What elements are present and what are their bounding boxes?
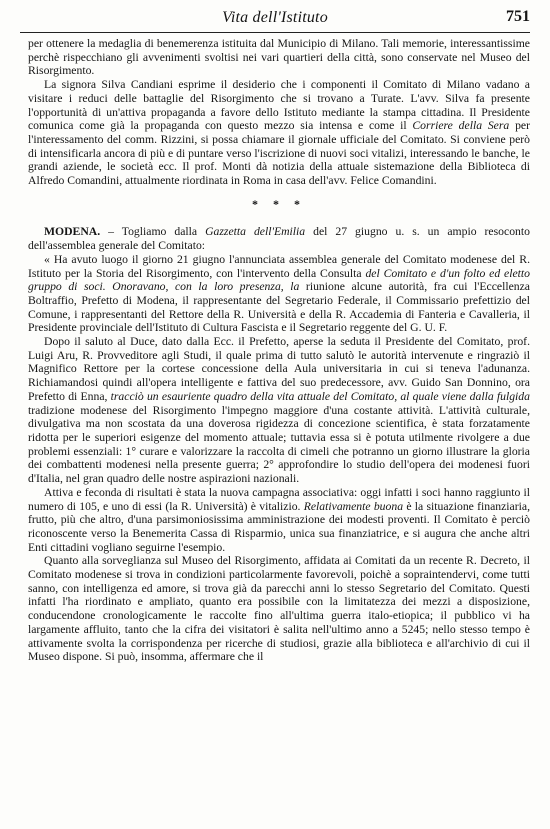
section-separator: * * * [252,196,306,211]
quote-paragraph-4 [28,554,530,664]
modena-intro-a: – Togliamo dalla [100,225,206,239]
quote-1-b: del Comitato e d'un folto ed eletto gruppo di soci. Onoravano, con la loro presenza, la [28,266,530,294]
quote-paragraph-1 [28,253,530,335]
paragraph-1-text: per ottenere la medaglia di benemerenza istituita dal Municipio di Milano. Tali memorie, interessantissime perchè rispecchiano gli avvenimenti svoltisi nei vari quartieri della città, sono conservate nel Museo del Risorgimento. [28,37,530,78]
paragraph-2 [28,78,530,188]
quote-1-a: « Ha avuto luogo il giorno 21 giugno l'annunciata assemblea generale del Comitato modenese del R. Istituto per la Storia del Risorgimento, con l'intervento della Consulta [28,252,530,280]
modena-heading: MODENA. [44,225,101,239]
quote-2-a: Dopo il saluto al Duce, dato dalla Ecc. il Prefetto, aperse la seduta il Presidente del Comitato, prof. Luigi Aru, R. Provveditore agli Studi, il quale prima di tutto salutò le autorità intervenute e ringraziò il Magnifico Rettore per la cortese concessione della Aula universitaria in cui si teneva l'adunanza. Richiamandosi quindi all'opera intelligente e fattiva del suo predecessore, avv. Guido San Donnino, ora Prefetto di Enna, [28,335,530,403]
quote-paragraph-3 [28,486,530,555]
quote-3-c: è la situazione finanziaria, frutto, più che altro, d'una parsimoniosissima amministrazione dei modesti proventi. Il Comitato è perciò riconoscente verso la Benemerita Cassa di Risparmio, unica sua finanziatrice, e si augura che anche altri Enti cittadini vogliano seguirne l'esempio. [28,499,530,554]
modena-intro-c: del 27 giugno u. s. un ampio resoconto dell'assemblea generale del Comitato: [28,225,530,253]
paragraph-2-text-c: per l'interessamento del comm. Rizzini, si possa chiamare il giornale ufficiale del Comitato. Si conviene però di intensificarla ancora di più e di puntare verso l'iscrizione di nuovi soci vitalizi, interessando le banche, le grandi aziende, le società ecc. Il prof. Monti dà notizia della attuale sistemazione della Biblioteca di Alfredo Comandini, attualmente riordinata in Roma in casa dell'avv. Felice Comandini. [28,119,530,188]
page-header [20,8,530,33]
running-title: Vita dell'Istituto [222,9,328,26]
page-number: 751 [506,8,530,25]
quote-2-b: tracciò un esauriente quadro della vita attuale del Comitato, al quale viene dalla fulgida [110,389,530,403]
quote-2-c: tradizione modenese del Risorgimento l'impegno maggiore d'una costante attività. L'attività culturale, divulgativa ma non scostata da una doverosa rigidezza di concezione scientifica, è stata forzatamente ridotta per le superiori esigenze del momento attuale; tuttavia essa si è potuta utilmente rivolgere a due problemi essenziali: 1° curare e valorizzare la raccolta di cimeli che potranno un giorno illustrare la gloria dei combattenti modenesi nella presente guerra; 2° approfondire lo studio dell'opera dei modenesi fuori d'Italia, nel gran quadro delle nostre aspirazioni nazionali. [28,403,530,486]
quote-paragraph-2 [28,335,530,486]
body-text [28,37,530,664]
modena-intro [28,225,530,252]
newspaper-title: Corriere della Sera [412,119,510,133]
quote-4-text: Quanto alla sorveglianza sul Museo del Risorgimento, affidata ai Comitati da un recente R. Decreto, il Comitato modenese si trova in condizioni particolarmente favorevoli, poichè a sopraintendervi, come tutti sanno, con intelligenza ed amore, si trova già da parecchi anni lo stesso Segretario del Comitato. Questi infatti l'ha riordinato e ampliato, quanto era possibile con la limitatezza dei mezzi a disposizione, conducendone cronologicamente le raccolte fino all'ultima guerra italo-etiopica; il pubblico vi ha largamente affluito, tanto che la cifra dei visitatori è salita nell'ultimo anno a 5245; nello stesso tempo è attivamente svolta la corrispondenza per ricerche di studiosi, grazie alla biblioteca e all'archivio di cui il Museo dispone. Si può, insomma, affermare che il [28,554,530,664]
quote-1-c: riunione alcune autorità, fra cui l'Eccellenza Boltraffio, Prefetto di Modena, il rappresentante del Segretario Federale, il Commissario prefettizio del Comune, i rappresentanti del Rettore della R. Università e della R. Accademia di Fanteria e Cavalleria, il Presidente provinciale dell'Istituto di Cultura Fascista e il Segretario reggente del G. U. F. [28,280,530,335]
paragraph-2-text-a: La signora Silva Candiani esprime il desiderio che i componenti il Comitato di Milano vadano a visitare i reduci delle battaglie del Risorgimento che si trovano a Turate. L'avv. Silva fa presente l'opportunità di un'attiva propaganda a favore dello Istituto mediante la stampa cittadina. Il Presidente comunica come già la propaganda con questo mezzo sia intensa e come il [28,78,530,133]
paragraph-1 [28,37,530,78]
quote-3-b: Relativamente buona [303,499,404,513]
gazette-title: Gazzetta dell'Emilia [205,225,306,239]
quote-3-a: Attiva e feconda di risultati è stata la nuova campagna associativa: oggi infatti i soci hanno raggiunto il numero di 105, e uno di essi (la R. Università) è vitalizio. [28,485,530,513]
